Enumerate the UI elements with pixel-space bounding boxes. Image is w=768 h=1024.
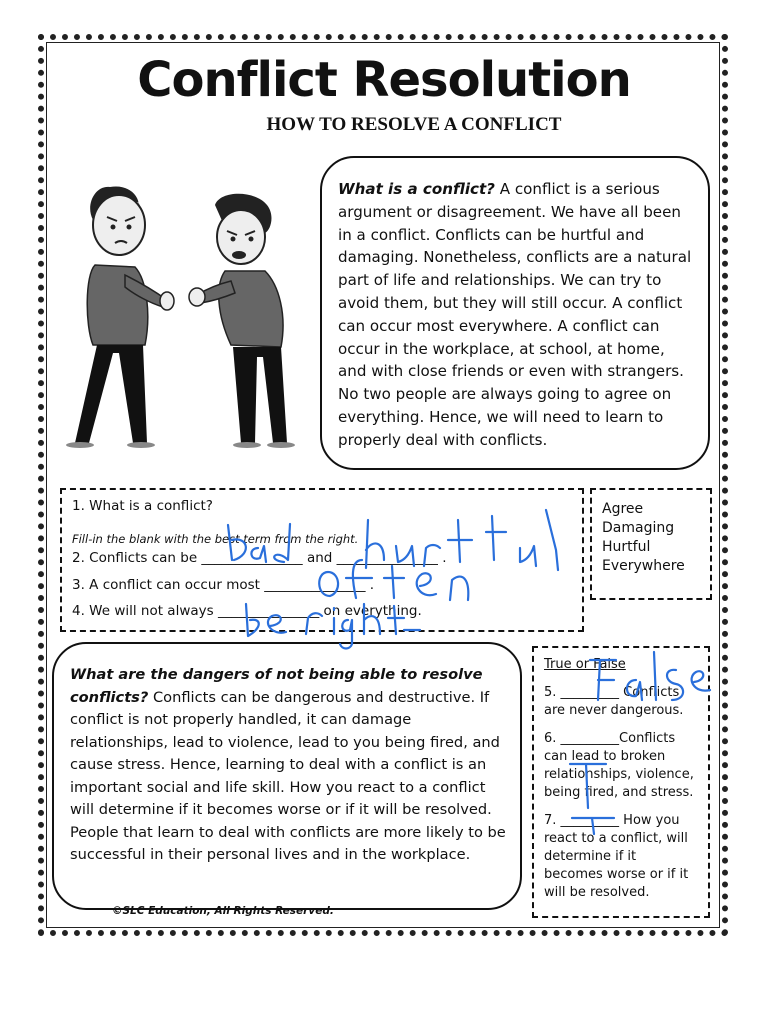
question-6[interactable]: 6. _________Conflicts can lead to broken relationships, violence, being fired, and stress. — [544, 731, 694, 800]
question-4[interactable]: 4. We will not always _______________ on everything. — [72, 603, 422, 619]
question-3[interactable]: 3. A conflict can occur most _______________ . — [72, 577, 375, 593]
question-2[interactable]: 2. Conflicts can be _______________ and _______________ . — [72, 550, 447, 566]
dangers-body: Conflicts can be dangerous and destructive. If conflict is not properly handled, it can damage relationships, lead to violence, lead to you being fired, and cause stress. Hence, learning to deal with a conflict is an important social and life skill. How you react to a conflict will determine if it becomes worse or if it will be resolved. People that learn to deal with conflicts are more likely to be successful in their personal lives and in the workplace. — [70, 688, 506, 863]
question-5[interactable]: 5. _________ Conflicts are never dangerous. — [544, 685, 684, 718]
intro-question: What is a conflict? — [338, 180, 495, 198]
word-bank-item: Damaging — [602, 520, 675, 536]
intro-text-box — [320, 156, 710, 470]
question-7[interactable]: 7. _________ How you react to a conflict, will determine if it becomes worse or if it will be resolved. — [544, 813, 689, 900]
fill-in-instructions: Fill-in the blank with the best term from the right. — [72, 532, 359, 546]
copyright-notice: ©SLC Education, All Rights Reserved. — [112, 905, 334, 917]
true-false-box — [532, 646, 710, 918]
page-title: Conflict Resolution — [137, 52, 631, 108]
two-arguing-boys-illustration — [55, 175, 305, 455]
dangers-question: What are the dangers of not being able to resolve conflicts? — [70, 666, 483, 706]
word-bank — [590, 488, 712, 600]
page-subtitle: HOW TO RESOLVE A CONFLICT — [266, 114, 562, 135]
dangers-text-box — [52, 642, 522, 910]
word-bank-item: Everywhere — [602, 558, 685, 574]
fill-in-blank-box — [60, 488, 584, 632]
left-boy-figure — [66, 187, 174, 448]
question-1: 1. What is a conflict? — [72, 498, 213, 514]
intro-body: A conflict is a serious argument or disagreement. We have all been in a conflict. Conflicts can be hurtful and damaging. Nonetheless, conflicts are a natural part of life and relationships. We can try to avoid them, but they will still occur. A conflict can occur most everywhere. A conflict can occur in the workplace, at school, at home, and with close friends or even with strangers. No two people are always going to agree on everything. Hence, we will need to learn to properly deal with conflicts. — [338, 180, 692, 449]
true-false-header: True or False — [544, 657, 626, 672]
right-boy-figure — [189, 194, 295, 448]
word-bank-item: Agree — [602, 501, 644, 517]
word-bank-item: Hurtful — [602, 539, 651, 555]
